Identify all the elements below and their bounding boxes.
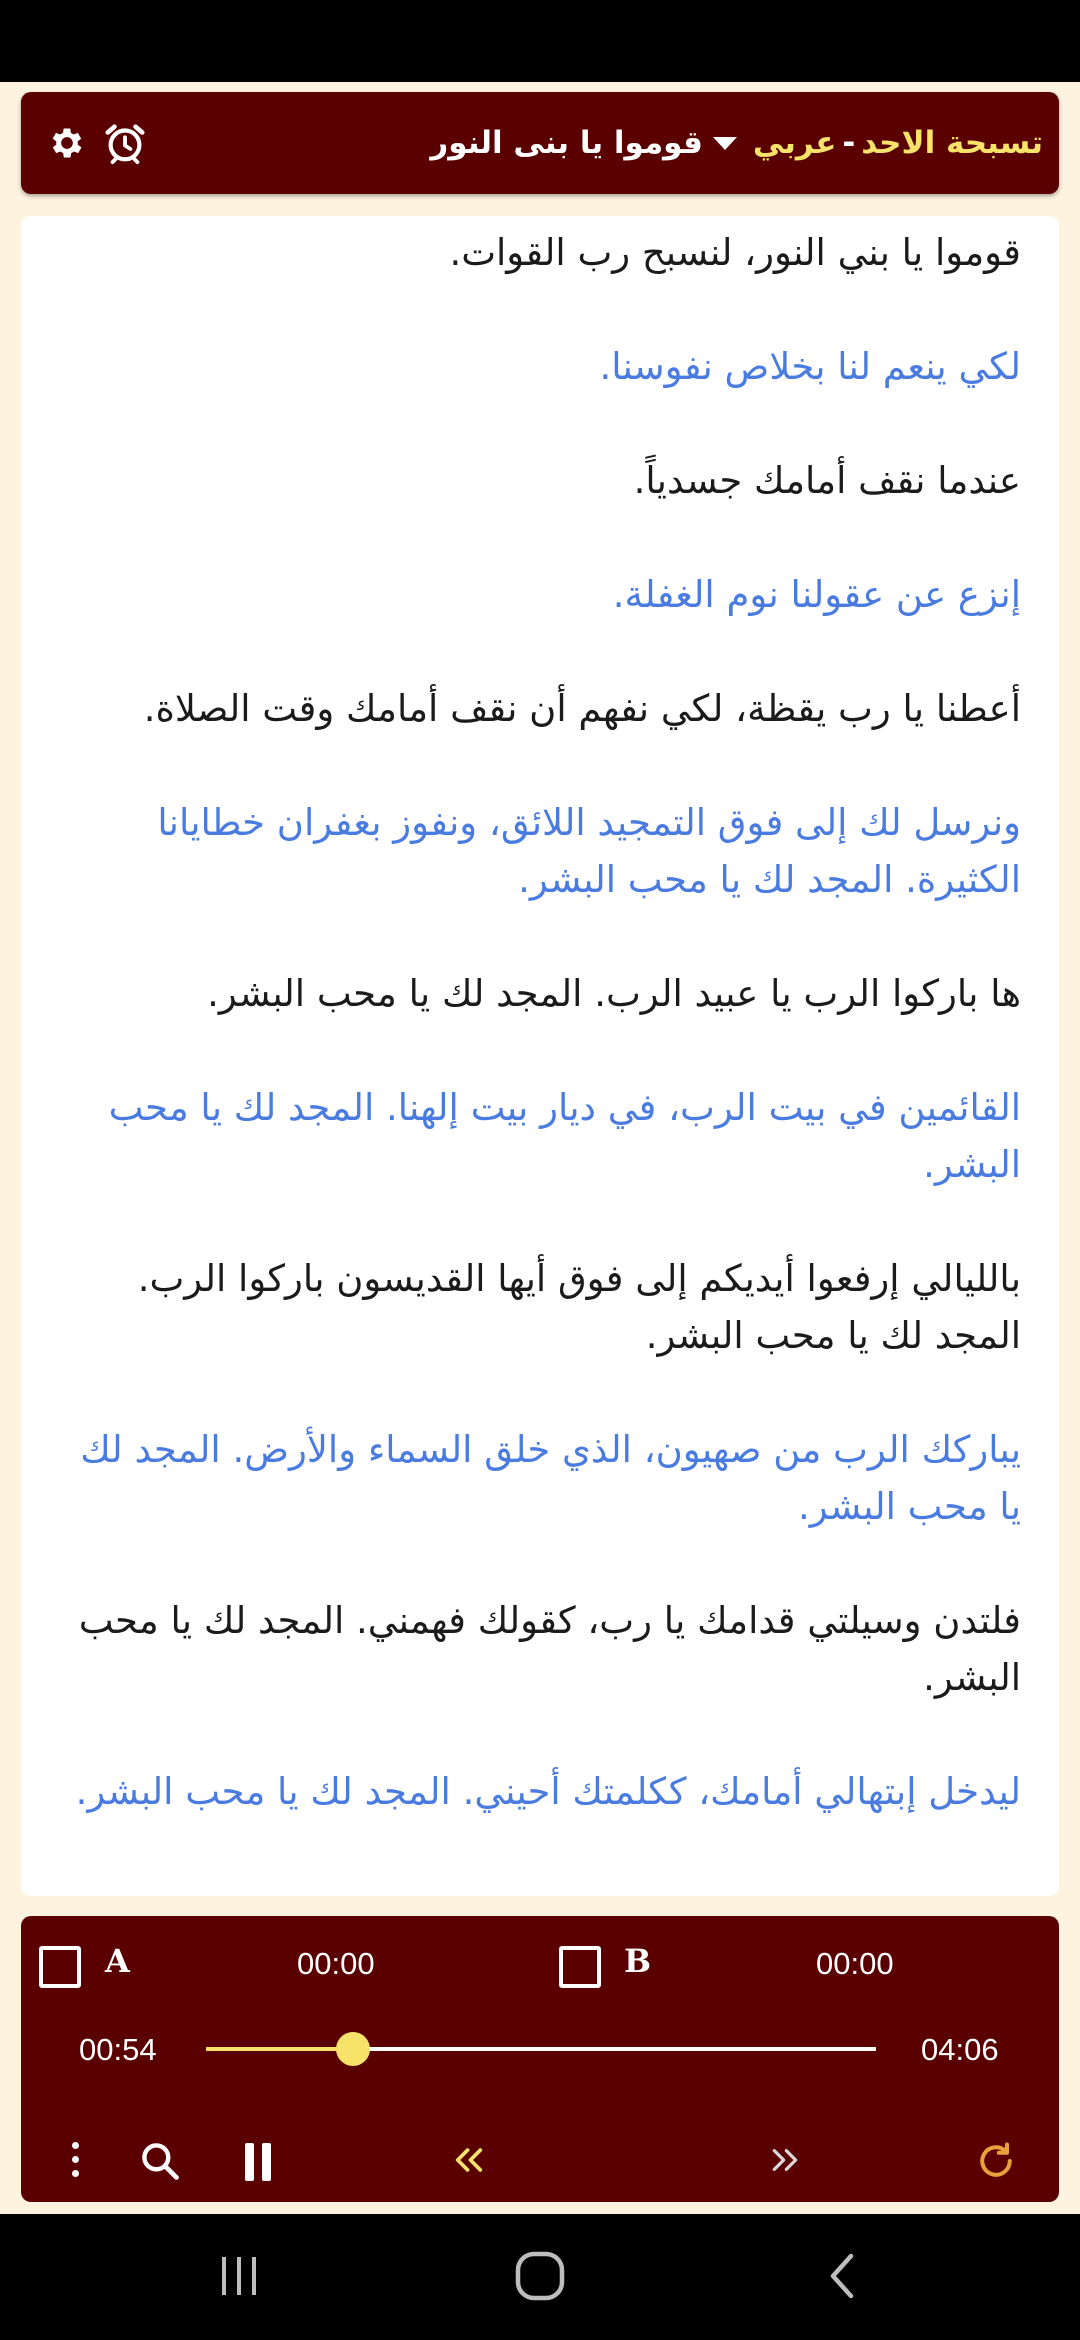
total-time: 04:06: [921, 2032, 999, 2067]
app-container: [0, 82, 1080, 2214]
service-name: تسبحة الاحد: [861, 125, 1043, 161]
pause-icon[interactable]: [231, 2138, 285, 2186]
repeat-icon[interactable]: [969, 2134, 1023, 2188]
header-title[interactable]: [430, 92, 1043, 194]
more-vertical-icon[interactable]: [65, 2134, 85, 2184]
b-label: B: [624, 1942, 652, 1980]
alarm-icon[interactable]: [99, 117, 151, 169]
rewind-icon[interactable]: [447, 2138, 491, 2182]
forward-icon[interactable]: [763, 2138, 807, 2182]
back-icon[interactable]: [808, 2246, 878, 2306]
verse-line: القائمين في بيت الرب، في ديار بيت إلهنا. المجد لك يا محب البشر.: [108, 1086, 1021, 1186]
elapsed-time: 00:54: [79, 2032, 157, 2067]
audio-player: [21, 1916, 1059, 2202]
verse-line: لكي ينعم لنا بخلاص نفوسنا.: [599, 345, 1021, 388]
verse-line: أعطنا يا رب يقظة، لكي نفهم أن نقف أمامك وقت الصلاة.: [143, 687, 1021, 730]
verse-line: بالليالي إرفعوا أيديكم إلى فوق أيها القديسون باركوا الرب. المجد لك يا محب البشر.: [137, 1257, 1021, 1357]
hymn-text-panel[interactable]: [21, 216, 1059, 1896]
verse-line: قوموا يا بني النور، لنسبح رب القوات.: [449, 231, 1021, 274]
b-loop-checkbox[interactable]: [559, 1946, 601, 1988]
verse-line: عندما نقف أمامك جسدياً.: [633, 459, 1021, 502]
language-selector[interactable]: عربي: [752, 125, 837, 161]
seek-bar[interactable]: [206, 2047, 876, 2051]
verse-line: ها باركوا الرب يا عبيد الرب. المجد لك يا محب البشر.: [207, 972, 1021, 1015]
verse-list: [21, 216, 1059, 1820]
verse-line: ليدخل إبتهالي أمامك، ككلمتك أحيني. المجد لك يا محب البشر.: [75, 1770, 1021, 1813]
b-time: 00:00: [816, 1946, 894, 1981]
a-label: A: [105, 1942, 130, 1980]
a-loop-checkbox[interactable]: [39, 1946, 81, 1988]
verse-line: ونرسل لك إلى فوق التمجيد اللائق، ونفوز بغفران خطايانا الكثيرة. المجد لك يا محب البشر.: [157, 801, 1021, 901]
verse-line: فلتدن وسيلتي قدامك يا رب، كقولك فهمني. المجد لك يا محب البشر.: [78, 1599, 1021, 1699]
verse-line: إنزع عن عقولنا نوم الغفلة.: [612, 573, 1021, 616]
title-separator: -: [842, 125, 856, 161]
a-time: 00:00: [297, 1946, 375, 1981]
home-icon[interactable]: [505, 2246, 575, 2306]
gear-icon[interactable]: [41, 117, 93, 169]
seek-progress: [206, 2047, 353, 2051]
system-navigation-bar: [0, 2214, 1080, 2340]
search-icon[interactable]: [133, 2134, 187, 2188]
hymn-selector[interactable]: قوموا يا بنى النور: [430, 125, 703, 161]
recent-apps-icon[interactable]: [204, 2246, 274, 2306]
header-bar: [21, 92, 1059, 194]
seek-thumb[interactable]: [336, 2032, 370, 2066]
chevron-down-icon[interactable]: [713, 137, 737, 150]
verse-line: يباركك الرب من صهيون، الذي خلق السماء والأرض. المجد لك يا محب البشر.: [80, 1428, 1021, 1528]
